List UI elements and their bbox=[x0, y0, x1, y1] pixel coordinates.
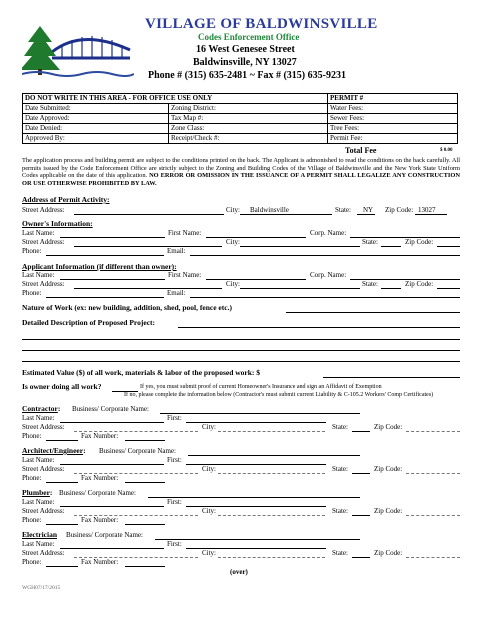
applicant-corp-name-label: Corp. Name: bbox=[310, 271, 347, 279]
owner-no-note: If no, please complete the information below (Contractor's must submit current Liability & C-105.2 Workers' Comp Certificates) bbox=[124, 392, 434, 398]
electrician-first-label: First: bbox=[167, 540, 182, 548]
contractor-street-label: Street Address: bbox=[22, 423, 65, 431]
architect-bcn-field[interactable] bbox=[188, 455, 360, 456]
date-denied-label: Date Denied: bbox=[23, 124, 169, 134]
architect-phone-field[interactable] bbox=[46, 482, 78, 483]
date-approved-label: Date Approved: bbox=[23, 114, 169, 124]
owner-heading: Owner's Information: bbox=[22, 219, 93, 228]
applicant-city-label: City: bbox=[226, 280, 241, 288]
electrician-city-field[interactable] bbox=[218, 557, 325, 558]
electrician-city-label: City: bbox=[202, 549, 217, 557]
architect-colon: : bbox=[83, 446, 86, 455]
plumber-last-name-field[interactable] bbox=[60, 506, 164, 507]
architect-last-name-field[interactable] bbox=[60, 464, 164, 465]
permit-number-label: PERMIT # bbox=[328, 94, 458, 104]
architect-street-label: Street Address: bbox=[22, 465, 65, 473]
electrician-state-label: State: bbox=[332, 549, 348, 557]
owner-phone-field[interactable] bbox=[46, 255, 164, 256]
owner-city-field[interactable] bbox=[240, 246, 360, 247]
contractor-colon: : bbox=[57, 404, 61, 413]
plumber-state-field[interactable] bbox=[352, 515, 370, 516]
plumber-heading-text: Plumber bbox=[22, 488, 50, 497]
owner-phone-label: Phone: bbox=[22, 247, 42, 255]
electrician-bcn-label: Business/ Corporate Name: bbox=[66, 531, 143, 539]
total-fee-label: Total Fee bbox=[345, 146, 377, 155]
nature-of-work-field[interactable] bbox=[286, 312, 460, 313]
activity-state-label: State: bbox=[335, 206, 351, 214]
electrician-heading-text: Electrician bbox=[22, 530, 57, 539]
plumber-phone-label: Phone: bbox=[22, 516, 42, 524]
contractor-first-label: First: bbox=[167, 414, 182, 422]
plumber-street-label: Street Address: bbox=[22, 507, 65, 515]
office-use-table bbox=[22, 93, 458, 144]
village-logo bbox=[22, 22, 134, 80]
plumber-fax-label: Fax Number: bbox=[81, 516, 119, 524]
architect-phone-label: Phone: bbox=[22, 474, 42, 482]
electrician-state-field[interactable] bbox=[352, 557, 370, 558]
architect-heading-text: Architect/Engineer bbox=[22, 446, 84, 455]
electrician-last-name-label: Last Name: bbox=[22, 540, 55, 548]
architect-city-field[interactable] bbox=[218, 473, 325, 474]
applicant-state-label: State: bbox=[362, 280, 378, 288]
owner-city-label: City: bbox=[226, 238, 241, 246]
applicant-phone-label: Phone: bbox=[22, 289, 42, 297]
electrician-zip-field[interactable] bbox=[406, 557, 460, 558]
contractor-zip-label: Zip Code: bbox=[374, 423, 403, 431]
owner-street-label: Street Address: bbox=[22, 238, 65, 246]
plumber-first-label: First: bbox=[167, 498, 182, 506]
contractor-bcn-field[interactable] bbox=[160, 413, 360, 414]
contractor-heading-text: Contractor bbox=[22, 404, 58, 413]
village-title: VILLAGE OF BALDWINSVILLE bbox=[145, 16, 378, 32]
owner-zip-field[interactable] bbox=[437, 246, 460, 247]
contractor-city-field[interactable] bbox=[218, 431, 325, 432]
applicant-last-name-label: Last Name: bbox=[22, 271, 55, 279]
owner-corp-name-label: Corp. Name: bbox=[310, 229, 347, 237]
owner-zip-label: Zip Code: bbox=[405, 238, 434, 246]
form-id: WGH07/17/2015 bbox=[22, 585, 61, 591]
applicant-zip-field[interactable] bbox=[437, 288, 460, 289]
total-fee-value: $ 0.00 bbox=[440, 148, 453, 153]
applicant-street-label: Street Address: bbox=[22, 280, 65, 288]
over-notice: (over) bbox=[230, 568, 248, 576]
address-section-heading: Address of Permit Activity: bbox=[22, 195, 110, 204]
contractor-fax-field[interactable] bbox=[125, 440, 165, 441]
tree-fees-label: Tree Fees: bbox=[328, 124, 458, 134]
office-use-notice: DO NOT WRITE IN THIS AREA - FOR OFFICE USE ONLY bbox=[23, 94, 328, 104]
applicant-last-name-field[interactable] bbox=[60, 279, 165, 280]
architect-city-label: City: bbox=[202, 465, 217, 473]
contractor-phone-field[interactable] bbox=[46, 440, 78, 441]
water-fees-label: Water Fees: bbox=[328, 104, 458, 114]
plumber-state-label: State: bbox=[332, 507, 348, 515]
owner-email-field[interactable] bbox=[190, 255, 460, 256]
electrician-phone-label: Phone: bbox=[22, 558, 42, 566]
plumber-city-field[interactable] bbox=[218, 515, 325, 516]
activity-state-line bbox=[357, 214, 375, 215]
receipt-check-label: Receipt/Check #: bbox=[169, 134, 328, 144]
contractor-fax-label: Fax Number: bbox=[81, 432, 119, 440]
architect-first-label: First: bbox=[167, 456, 182, 464]
owner-first-name-field[interactable] bbox=[206, 237, 306, 238]
plumber-bcn-label: Business/ Corporate Name: bbox=[59, 489, 136, 497]
contractor-state-label: State: bbox=[332, 423, 348, 431]
office-phone-fax: Phone # (315) 635-2481 ~ Fax # (315) 635-9231 bbox=[148, 70, 346, 81]
applicant-street-field[interactable] bbox=[74, 288, 222, 289]
disclaimer-bold: NO ERROR OR OMISSION IN THE ISSUANCE OF A PERMIT SHALL LEGALIZE ANY CONSTRUCTION OR USE OTHERWISE PROHIBITED BY LAW. bbox=[22, 172, 460, 187]
owner-street-field[interactable] bbox=[74, 246, 222, 247]
owner-last-name-label: Last Name: bbox=[22, 229, 55, 237]
activity-state-value[interactable]: NY bbox=[363, 206, 374, 214]
activity-zip-value[interactable]: 13027 bbox=[418, 206, 436, 214]
plumber-colon: : bbox=[49, 488, 53, 497]
activity-city-label: City: bbox=[226, 206, 241, 214]
electrician-fax-label: Fax Number: bbox=[81, 558, 119, 566]
contractor-state-field[interactable] bbox=[352, 431, 370, 432]
applicant-city-field[interactable] bbox=[240, 288, 360, 289]
plumber-phone-field[interactable] bbox=[46, 524, 78, 525]
plumber-zip-field[interactable] bbox=[406, 515, 460, 516]
contractor-heading bbox=[22, 404, 60, 413]
owner-first-name-label: First Name: bbox=[168, 229, 202, 237]
activity-street-label: Street Address: bbox=[22, 206, 65, 214]
owner-state-field[interactable] bbox=[381, 246, 401, 247]
permit-fee-label: Permit Fee: bbox=[328, 134, 458, 144]
sewer-fees-label: Sewer Fees: bbox=[328, 114, 458, 124]
estimated-value-label: Estimated Value ($) of all work, materials & labor of the proposed work: $ bbox=[22, 368, 261, 377]
activity-zip-line bbox=[415, 214, 447, 215]
estimated-value-field[interactable] bbox=[323, 377, 460, 378]
applicant-heading: Applicant Information (if different than owner): bbox=[22, 262, 177, 271]
nature-of-work-label: Nature of Work (ex: new building, addition, shed, pool, fence etc.) bbox=[22, 303, 232, 312]
architect-bcn-label: Business/ Corporate Name: bbox=[99, 447, 176, 455]
electrician-phone-field[interactable] bbox=[46, 566, 78, 567]
plumber-heading bbox=[22, 488, 52, 497]
project-description-line-3[interactable] bbox=[22, 350, 460, 351]
activity-city-line bbox=[240, 214, 332, 215]
applicant-email-field[interactable] bbox=[190, 297, 460, 298]
owner-doing-work-label: Is owner doing all work? bbox=[22, 382, 102, 391]
applicant-email-label: Email: bbox=[167, 289, 186, 297]
electrician-last-name-field[interactable] bbox=[60, 548, 164, 549]
electrician-bcn-field[interactable] bbox=[155, 539, 360, 540]
applicant-first-name-label: First Name: bbox=[168, 271, 202, 279]
disclaimer-paragraph bbox=[22, 157, 460, 187]
disclaimer-text: The application process and building permit are subject to the conditions printed on the back. The Applicant is admonished to read the conditions on the back carefully. All permits issued by the Code Enforcement Office are strictly subject to the Zoning and Building Codes of the Village of Baldwinsville and the New York State Uniform Codes applicable on the date of this application. bbox=[22, 157, 460, 180]
architect-state-label: State: bbox=[332, 465, 348, 473]
activity-street-field[interactable] bbox=[74, 214, 224, 215]
architect-zip-label: Zip Code: bbox=[374, 465, 403, 473]
owner-state-label: State: bbox=[362, 238, 378, 246]
zoning-district-label: Zoning District: bbox=[169, 104, 328, 114]
owner-last-name-field[interactable] bbox=[60, 237, 165, 238]
architect-heading bbox=[22, 446, 86, 455]
contractor-zip-field[interactable] bbox=[406, 431, 460, 432]
contractor-phone-label: Phone: bbox=[22, 432, 42, 440]
applicant-state-field[interactable] bbox=[381, 288, 401, 289]
department-name: Codes Enforcement Office bbox=[198, 32, 300, 42]
applicant-zip-label: Zip Code: bbox=[405, 280, 434, 288]
contractor-last-name-field[interactable] bbox=[60, 422, 164, 423]
contractor-bcn-label: Business/ Corporate Name: bbox=[72, 405, 149, 413]
owner-yes-note: If yes, you must submit proof of current Homeowner's Insurance and sign an Affidavit of Exemption bbox=[140, 384, 382, 390]
applicant-first-name-field[interactable] bbox=[206, 279, 306, 280]
date-submitted-label: Date Submitted: bbox=[23, 104, 169, 114]
zone-class-label: Zone Class: bbox=[169, 124, 328, 134]
contractor-city-label: City: bbox=[202, 423, 217, 431]
contractor-last-name-label: Last Name: bbox=[22, 414, 55, 422]
office-city-state: Baldwinsville, NY 13027 bbox=[193, 57, 297, 68]
office-street: 16 West Genesee Street bbox=[196, 44, 295, 55]
plumber-fax-field[interactable] bbox=[125, 524, 165, 525]
architect-fax-field[interactable] bbox=[125, 482, 165, 483]
electrician-zip-label: Zip Code: bbox=[374, 549, 403, 557]
architect-last-name-label: Last Name: bbox=[22, 456, 55, 464]
plumber-zip-label: Zip Code: bbox=[374, 507, 403, 515]
applicant-phone-field[interactable] bbox=[46, 297, 164, 298]
activity-city-value[interactable]: Baldwinsville bbox=[250, 206, 289, 214]
electrician-fax-field[interactable] bbox=[125, 566, 165, 567]
project-description-line-4[interactable] bbox=[22, 361, 460, 362]
project-description-line-1[interactable] bbox=[178, 327, 460, 328]
architect-state-field[interactable] bbox=[352, 473, 370, 474]
project-description-line-2[interactable] bbox=[22, 339, 460, 340]
plumber-last-name-label: Last Name: bbox=[22, 498, 55, 506]
architect-fax-label: Fax Number: bbox=[81, 474, 119, 482]
approved-by-label: Approved By: bbox=[23, 134, 169, 144]
tax-map-label: Tax Map #: bbox=[169, 114, 328, 124]
project-description-label: Detailed Description of Proposed Project: bbox=[22, 318, 156, 327]
electrician-heading bbox=[22, 530, 57, 539]
activity-zip-label: Zip Code: bbox=[385, 206, 414, 214]
electrician-street-label: Street Address: bbox=[22, 549, 65, 557]
architect-zip-field[interactable] bbox=[406, 473, 460, 474]
owner-email-label: Email: bbox=[167, 247, 186, 255]
plumber-city-label: City: bbox=[202, 507, 217, 515]
